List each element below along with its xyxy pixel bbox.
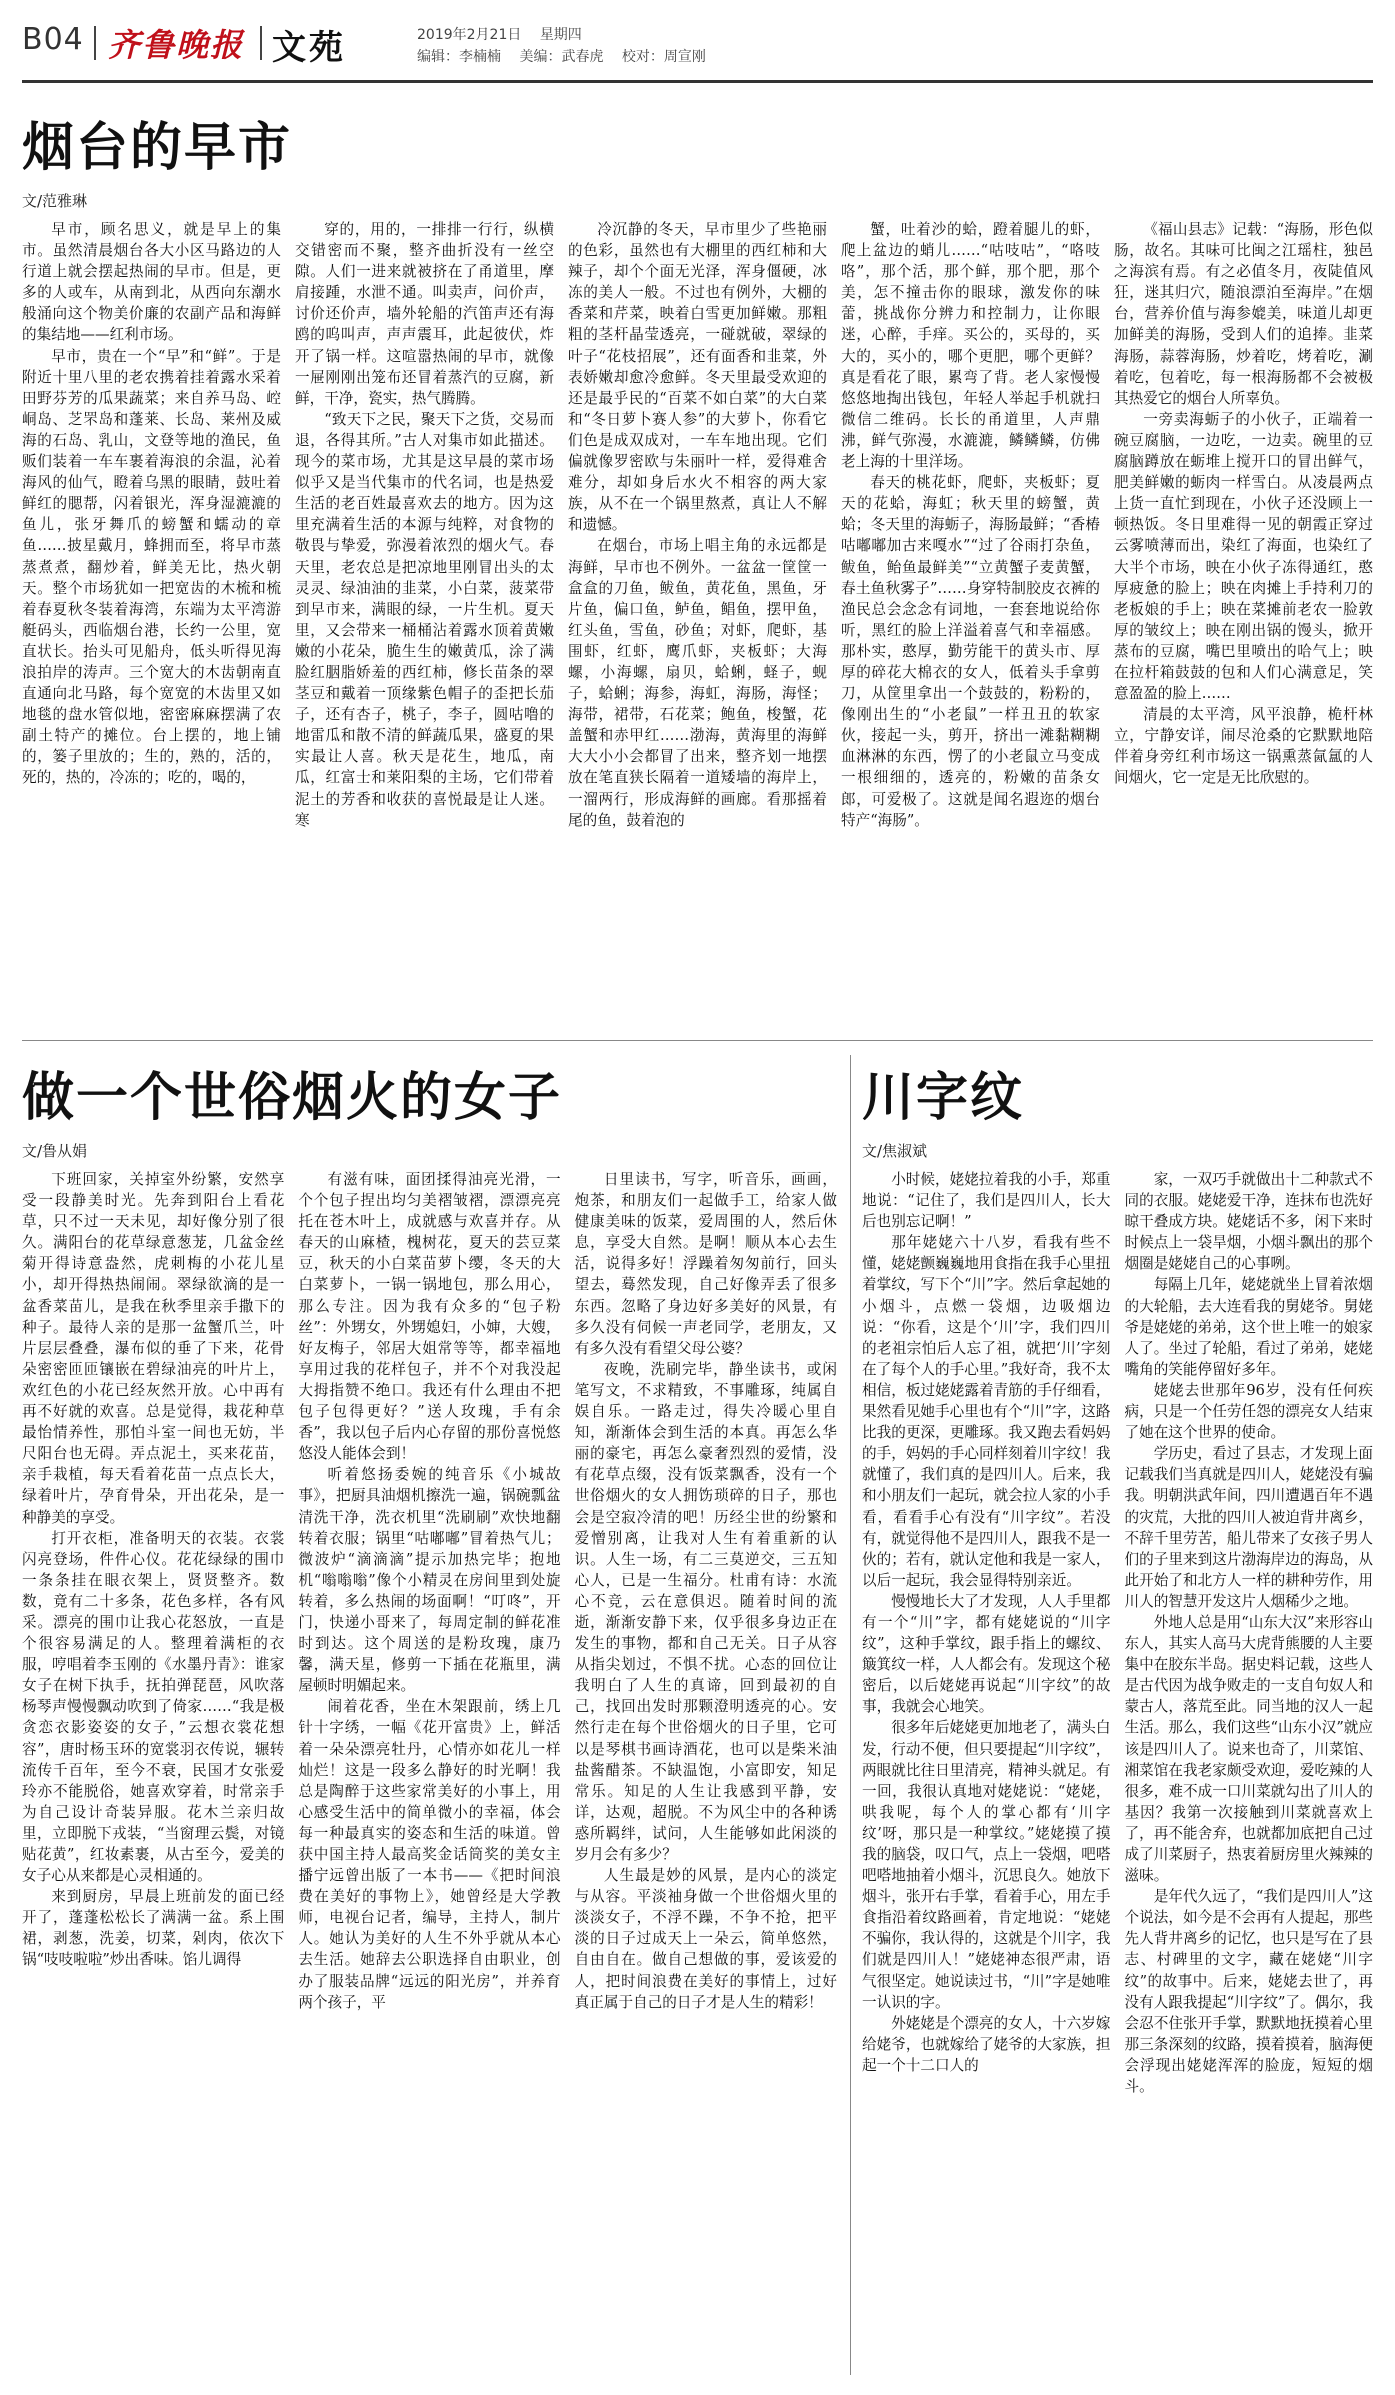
article-body — [22, 1169, 837, 2394]
paragraph: 人生最是妙的风景，是内心的淡定与从容。平淡袖身做一个世俗烟火里的淡淡女子，不浮不躁，不争不抢，把平淡的日子过成天上一朵云，简单悠然，自由自在。做自己想做的事，爱该爱的人，把时间浪费在美好的事情上，过好真正属于自己的日子才是人生的精彩！ — [574, 1867, 837, 2011]
paragraph: 慢慢地长大了才发现，人人手里都有一个“川”字，都有姥姥说的“川字纹”，这种手掌纹，跟手指上的螺纹、簸箕纹一样，人人都会有。发现这个秘密后，以后姥姥再说起“川字纹”的故事，我就会心地笑。 — [862, 1592, 1111, 1716]
paragraph: 下班回家，关掉室外纷繁，安然享受一段静美时光。先奔到阳台上看花草，只不过一天未见，却好像分别了很久。满阳台的花草绿意葱茏，几盆金丝菊开得诗意盎然，虎刺梅的小花儿星小，却开得热热闹闹。翠绿欲滴的是一盆香菜苗儿，是我在秋季里亲手撒下的种子。最待人亲的是那一盆蟹爪兰，叶片层层叠叠，瀑布似的垂了下来，花骨朵密密匝匝镶嵌在碧绿油亮的叶片上，欢红色的小花已经灰然开放。心中再有再不好就的欢喜。总是觉得，栽花种草最怡情养性，那怕斗室一间也无妨，半尺阳台也无碍。弄点泥土，买来花苗，亲手栽植，每天看着花苗一点点长大，绿着叶片，孕育骨朵，开出花朵，是一种静美的享受。 — [22, 1171, 285, 1526]
article-column — [568, 219, 827, 1044]
paragraph: 外地人总是用“山东大汉”来形容山东人，其实人高马大虎背熊腰的人主要集中在胶东半岛。据史料记载，这些人是古代因为战争败走的一支自句奴人和蒙古人，落荒至此。同当地的汉人一起生活。那么，我们这些“山东小汉”就应该是四川人了。说来也奇了，川菜馆、湘菜馆在我老家颇受欢迎，爱吃辣的人很多，难不成一口川菜就勾出了川人的基因？我第一次接触到川菜就喜欢上了，再不能舍弃，也就都加底把自己过成了川菜厨子，热衷着厨房里火辣辣的滋味。 — [1124, 1613, 1373, 1885]
page-number: B04 — [22, 22, 84, 57]
masthead — [22, 18, 1373, 88]
paragraph: 打开衣柜，准备明天的衣装。衣裳闪亮登场，件件心仪。花花绿绿的围巾一条条挂在眼衣架上，贤贤整齐。数数，竟有二十多条，花色多样，各有风采。漂亮的围巾让我心花怒放，一直是个很容易满足的人。整理着满柜的衣服，哼唱着李玉刚的《水墨丹青》：谁家女子在树下执手，抚拍弹琵琶，风吹落杨琴声慢慢飘动吹到了倚家……“我是极贪恋衣影姿姿的女子，”云想衣裳花想容”，唐时杨玉环的宽裳羽衣传说，辗转流传千百年，至今不衰，民国才女张爱玲亦不能脱俗，她喜欢穿着，时常亲手为自己设计奇装异服。花木兰亲归故里，立即脱下戎装，“当窗理云鬓，对镜贴花黄”，红妆素裹，从古至今，爱美的女子心从来都是心灵相通的。 — [22, 1529, 285, 1885]
paragraph: 闹着花香，坐在木架跟前，绣上几针十字绣，一幅《花开富贵》上，鲜活着一朵朵漂亮牡丹，心情亦如花儿一样灿烂！这是一段多么静好的时光啊！我总是陶醉于这些家常美好的小事上，用心感受生活中的简单微小的幸福，体会每一种最真实的姿态和生活的味道。曾获中国主持人最高奖金话筒奖的美女主播宁远曾出版了一本书——《把时间浪费在美好的事物上》，她曾经是大学教师，电视台记者，编导，主持人，制片人。她认为美好的人生不外乎就从本心去生活。她辞去公职选择自由职业，创办了服装品牌“远远的阳光房”，并养育两个孩子，平 — [298, 1698, 561, 2011]
divider — [94, 26, 96, 60]
section-title: 文苑 — [272, 28, 346, 68]
paragraph: 蟹，吐着沙的蛤，蹬着腿儿的虾，爬上盆边的蛸儿……“咕吱咕”，“咯吱咯”，那个活，那个鲜，那个肥，那个美，怎不撞击你的眼球，激发你的味蕾，挑战你分辨力和控制力，让你眼迷，心醉，手痒。买公的，买母的，买大的，买小的，哪个更肥，哪个更鲜？真是看花了眼，累弯了背。老人家慢慢悠悠地掏出钱包，年轻人举起手机就扫微信二维码。长长的甬道里，人声鼎沸，鲜气弥漫，水漉漉，鳞鳞鳞，仿佛老上海的十里洋场。 — [841, 221, 1100, 471]
article-column — [298, 1169, 560, 2394]
article-column — [1114, 219, 1373, 1044]
article-column — [295, 219, 554, 1044]
designer-credit: 美编：武春虎 — [519, 49, 604, 65]
article-headline: 做一个世俗烟火的女子 — [22, 1068, 563, 1128]
article-body — [22, 219, 1373, 1044]
article-column — [862, 1169, 1111, 2394]
proofreader-credit: 校对：周宣刚 — [621, 49, 706, 65]
paragraph: 夜晚，洗刷完毕，静坐读书，或闲笔写文，不求精致，不事雕琢，纯属自娱自乐。一路走过，得失冷暖心里自知，渐渐体会到生活的本真。再怎么华丽的豪宅，再怎么豪奢烈烈的爱情，没有花草点缀，没有饭菜飘香，没有一个世俗烟火的女人拥饬琐碎的日子，那也会是空寂冷清的吧！历经尘世的纷繁和爱憎别离，让我对人生有着重新的认识。人生一场，有二三莫逆交，三五知心人，已是一生福分。杜甫有诗：水流心不竞，云在意俱迟。随着时间的流逝，渐渐安静下来，仅乎很多身边正在发生的事物，都和自己无关。日子从容从指尖划过，不惧不扰。心态的回位让我明白了人生的真谛，回到最初的自己，找回出发时那颗澄明透亮的心。安然行走在每个世俗烟火的日子里，它可以是琴棋书画诗酒花，也可以是柴米油盐酱醋茶。不缺温饱，小富即安，知足常乐。知足的人生让我感到平静，安详，达观，超脱。不为风尘中的各种诱惑所羁绊，试问，人生能够如此闲淡的岁月会有多少？ — [574, 1360, 837, 1863]
article-worldly-woman — [22, 1055, 837, 2375]
article-body — [862, 1169, 1373, 2394]
paragraph: 《福山县志》记载：“海肠，形色似肠，故名。其味可比闽之江瑶柱，独邑之海滨有焉。有之必值冬月，夜陡值风狂，迷其归穴，随浪漂泊至海岸。”在烟台，营养价值与海参媲美，味道儿却更加鲜美的海肠，受到人们的追捧。韭菜海肠，蒜蓉海肠，炒着吃，烤着吃，涮着吃，包着吃，每一根海肠都不会被极其热爱它的烟台人所辜负。 — [1114, 221, 1373, 407]
paragraph: “致天下之民，聚天下之货，交易而退，各得其所。”古人对集市如此描述。现今的菜市场，尤其是这早晨的菜市场似乎又是当代集市的代名词，也是热爱生活的老百姓最喜欢去的地方。因为这里充满着生活的本源与纯粹，对食物的敬畏与挚爱，弥漫着浓烈的烟火气。春天里，老农总是把凉地里刚冒出头的太灵灵、绿油油的韭菜，小白菜，菠菜带到早市来，满眼的绿，一片生机。夏天里，又会带来一桶桶沾着露水顶着黄嫩嫩的小花朵，脆生生的嫩黄瓜，涂了满脸红胭脂娇羞的西红柿，修长苗条的翠茎豆和戴着一顶缘紫色帽子的歪把长茄子，还有杏子，桃子，李子，圆咕噜的地雷瓜和散不清的鲜蔬瓜果，盛夏的果实最让人喜。秋天是花生，地瓜，南瓜，红富士和莱阳梨的主场，它们带着泥土的芳香和收获的喜悦最是让人迷。寒 — [295, 410, 554, 829]
paragraph: 清晨的太平湾，风平浪静，桅杆林立，宁静安详，闹尽沧桑的它默默地陪伴着身旁红利市场这一锅熏蒸氤氲的人间烟火，它一定是无比欣慰的。 — [1114, 706, 1373, 787]
paragraph: 姥姥去世那年96岁，没有任何疾病，只是一个任劳任怨的漂亮女人结束了她在这个世界的使命。 — [1124, 1381, 1373, 1442]
article-yantai-morning-market — [22, 105, 1373, 1030]
paragraph: 来到厨房，早晨上班前发的面已经开了，蓬蓬松松长了满满一盆。系上围裙，剥葱，洗姜，切菜，剁肉，依次下锅“吱吱啦啦”炒出香味。馅儿调得 — [22, 1888, 285, 1969]
paragraph: 冷沉静的冬天，早市里少了些艳丽的色彩，虽然也有大棚里的西红柿和大辣子，却个个面无光泽，浑身僵硬，冰冻的美人一般。不过也有例外，大棚的香菜和芹菜，映着白雪更加鲜嫩。那粗粗的茎杆晶莹透亮，一碰就破，翠绿的叶子“花枝招展”，还有面香和韭菜，外表娇嫩却愈冷愈鲜。冬天里最受欢迎的还是最乎民的“百菜不如白菜”的大白菜和“冬日萝卜赛人参”的大萝卜，你看它们色是成双成对，一车车地出现。它们偏就像罗密欧与朱丽叶一样，爱得难舍难分，却如身后水火不相容的两大家族，从不在一个锅里熬煮，真让人不解和遗憾。 — [568, 221, 827, 534]
article-headline: 烟台的早市 — [22, 118, 293, 178]
newspaper-logo: 齐鲁晚报 — [108, 26, 245, 64]
masthead-rule — [22, 80, 1373, 83]
paragraph: 很多年后姥姥更加地老了，满头白发，行动不便，但只要提起“川字纹”，两眼就比往日里清亮，精神头就足。有一回，我很认真地对姥姥说：“姥姥，哄我呢，每个人的掌心都有‘川字纹’呀，那只是一种掌纹。”姥姥摸了摸我的脑袋，叹口气，点上一袋烟，吧嗒吧嗒地抽着小烟斗，沉思良久。她放下烟斗，张开右手掌，看着手心，用左手食指沿着纹路画着，肯定地说：“姥姥不骗你，我认得的，这就是个川字，我们就是四川人！”姥姥神态很严肃，语气很坚定。她说读过书，“川”字是她唯一认识的字。 — [862, 1719, 1111, 2011]
paragraph: 小时候，姥姥拉着我的小手，郑重地说：“记住了，我们是四川人，长大后也别忘记啊！” — [862, 1171, 1111, 1231]
article-headline: 川字纹 — [862, 1068, 1025, 1128]
article-byline: 文/范雅琳 — [22, 192, 88, 210]
paragraph: 每隔上几年，姥姥就坐上冒着浓烟的大轮船，去大连看我的舅姥爷。舅姥爷是姥姥的弟弟，这个世上唯一的娘家人了。坐过了轮船，看过了弟弟，姥姥嘴角的笑能停留好多年。 — [1124, 1276, 1373, 1378]
paragraph: 有滋有味，面团揉得油亮光滑，一个个包子捏出均匀美褶皱褶，漂漂亮亮托在苍木叶上，成就感与欢喜并存。从春天的山麻楂，槐树花，夏天的芸豆菜豆，秋天的小白菜苗萝卜缨，冬天的大白菜萝卜，一锅一锅地包，那么用心，那么专注。因为我有众多的“包子粉丝”：外甥女，外甥媳妇，小婶，大嫂，好友梅子，邻居大姐常等等，都幸福地享用过我的花样包子，并不个对我没起大拇指赞不绝口。我还有什么理由不把包子包得更好？”送人玫瑰，手有余香”，我以包子后内心存留的那份喜悦悠悠没人能体会到！ — [298, 1171, 561, 1463]
issue-date: 2019年2月21日 — [417, 27, 522, 43]
paragraph: 家，一双巧手就做出十二种款式不同的衣服。姥姥爱干净，连抹布也洗好晾干叠成方块。姥姥话不多，闲下来时时候点上一袋旱烟，小烟斗飘出的那个烟圈是姥姥自己的心事咧。 — [1124, 1171, 1373, 1273]
paragraph: 穿的，用的，一排排一行行，纵横交错密而不聚，整齐曲折没有一丝空隙。人们一进来就被挤在了甬道里，摩肩接踵，水泄不通。叫卖声，问价声，讨价还价声，墙外轮船的汽笛声还有海鸥的呜叫声，声声震耳，此起彼伏，炸开了锅一样。这喧嚣热闹的早市，就像一屉刚刚出笼布还冒着蒸汽的豆腐，新鲜，干净，瓷实，热气腾腾。 — [295, 221, 554, 407]
divider — [260, 26, 262, 60]
section-divider — [22, 1040, 1373, 1041]
article-byline: 文/鲁从娟 — [22, 1142, 88, 1160]
paragraph: 在烟台，市场上唱主角的永远都是海鲜，早市也不例外。一盆盆一筐筐一盒盒的刀鱼，鲅鱼，黄花鱼，黑鱼，牙片鱼，偏口鱼，鲈鱼，鲳鱼，摆甲鱼，红头鱼，雪鱼，砂鱼；对虾，爬虾，基围虾，红虾，鹰爪虾，夹板虾；大海螺，小海螺，扇贝，蛤蜊，蛏子，蚬子，蛤蜊；海参，海虹，海肠，海怪；海带，裙带，石花菜；鲍鱼，梭蟹，花盖蟹和赤甲红……渤海，黄海里的海鲜大大小小会都冒了出来，整齐划一地摆放在笔直狭长隔着一道矮墙的海岸上，一溜两行，形成海鲜的画廊。看那摇着尾的鱼，鼓着泡的 — [568, 537, 827, 829]
paragraph: 是年代久远了，“我们是四川人”这个说法，如今是不会再有人提起，那些先人背井离乡的记忆，也只是写在了县志、村碑里的文字，藏在姥姥“川字纹”的故事中。后来，姥姥去世了，再没有人跟我提起“川字纹”了。偶尔，我会忍不住张开手掌，默默地抚摸着心里那三条深刻的纹路，摸着摸着，脑海便会浮现出姥姥浑浑的脸庞，短短的烟斗。 — [1124, 1888, 1373, 2096]
article-chuan-palm-line — [862, 1055, 1373, 2375]
paragraph: 日里读书，写字，听音乐，画画，炮茶，和朋友们一起做手工，给家人做健康美味的饭菜，爱周围的人，然后休息，享受大自然。是啊！顺从本心去生活，说得多好！浮躁着匆匆前行，回头望去，蓦然发现，自己好像弄丢了很多东西。忽略了身边好多美好的风景，有多久没有伺候一声老同学，老朋友，又有多久没有看望父母公婆？ — [574, 1171, 837, 1357]
article-column — [575, 1169, 837, 2394]
paragraph: 学历史，看过了县志，才发现上面记载我们当真就是四川人，姥姥没有骗我。明朝洪武年间，四川遭遇百年不遇的灾荒，大批的四川人被迫背井离乡，不辞千里劳苦，船儿带来了女孩子男人们的子里来到这片渤海岸边的海岛，从此开始了和北方人一样的耕种劳作，用川人的智慧开发这片人烟稀少之地。 — [1124, 1445, 1373, 1610]
paragraph: 听着悠扬委婉的纯音乐《小城故事》，把厨具油烟机擦洗一遍，锅碗瓢盆清洗干净，洗衣机里“洗刷刷”欢快地翻转着衣服；锅里“咕嘟嘟”冒着热气儿；微波炉“滴滴滴”提示加热完毕；抱地机“嗡嗡嗡”像个小精灵在房间里到处旋转着，多么热闹的场面啊！“叮咚”，开门，快递小哥来了，每周定制的鲜花准时到达。这个周送的是粉玫瑰，康乃馨，满天星，修剪一下插在花瓶里，满屋顿时明媚起来。 — [298, 1466, 561, 1695]
column-divider — [850, 1055, 851, 2375]
paragraph: 那年姥姥六十八岁，看我有些不懂，姥姥颤巍巍地用食指在我手心里扭着掌纹，写下个“川”字。然后拿起她的小烟斗，点燃一袋烟，边吸烟边说：“你看，这是个‘川’字，我们四川的老祖宗怕后人忘了祖，就把‘川’字刻在了每个人的手心里。”我好奇，我不太相信，板过姥姥露着青筋的手仔细看，果然看见她手心里也有个“川”字，这路比我的更深，更雕琢。我又跑去看妈妈的手，妈妈的手心同样刻着川字纹！我就懂了，我们真的是四川人。后来，我和小朋友们一起玩，就会拉人家的小手看，看看手心有没有“川字纹”。若没有，就觉得他不是四川人，跟我不是一伙的；若有，就认定他和我是一家人，以后一起玩，我会显得特别亲近。 — [862, 1234, 1111, 1589]
paragraph: 早市，顾名思义，就是早上的集市。虽然清晨烟台各大小区马路边的人行道上就会摆起热闹的早市。但是，更多的人或车，从南到北，从西向东潮水般涌向这个物美价廉的农副产品和海鲜的集结地——红利市场。 — [22, 221, 281, 344]
editor-credit: 编辑：李楠楠 — [417, 49, 501, 65]
article-column — [1125, 1169, 1374, 2394]
article-column — [22, 219, 281, 1044]
article-byline: 文/焦淑斌 — [862, 1142, 928, 1160]
issue-meta — [417, 24, 720, 68]
paragraph: 早市，贵在一个“早”和“鲜”。于是附近十里八里的老农携着挂着露水采着田野芬芳的瓜果蔬菜；来自养马岛、崆峒岛、芝罘岛和蓬莱、长岛、莱州及威海的石岛、乳山，文登等地的渔民，鱼贩们装着一车车裹着海浪的余温，沁着海风的仙气，瞪着乌黑的眼睛，鼓吐着鲜红的腮帮，闪着银光，浑身湿漉漉的鱼儿，张牙舞爪的螃蟹和蠕动的章鱼……披星戴月，蜂拥而至，将早市蒸蒸煮煮，翻炒着，鲜美无比，热火朝天。整个市场犹如一把宽齿的木梳和梳着春夏秋冬装着海湾，东端为太平湾游艇码头，西临烟台港，长约一公里，宽直状长。抬头可见船舟，低头听得见海浪拍岸的涛声。三个宽大的木齿朝南直直通向北马路，每个宽宽的木齿里又如地毯的盘水管似地，密密麻麻摆满了农副土特产的摊位。台上摆的，地上铺的，篓子里放的；生的，熟的，活的，死的，热的，冷冻的；吃的，喝的， — [22, 347, 281, 787]
article-column — [22, 1169, 284, 2394]
article-column — [841, 219, 1100, 1044]
paragraph: 春天的桃花虾，爬虾，夹板虾；夏天的花蛤，海虹；秋天里的螃蟹，黄蛤；冬天里的海蛎子，海肠最鲜；“香椿咕嘟嘟加古来嘎水”“过了谷雨打杂鱼，鲅鱼，鲐鱼最鲜美”“立黄蟹子麦黄蟹，春土鱼秋雾子”……身穿特制胶皮衣裤的渔民总会念念有词地，一套套地说给你听，黑红的脸上洋溢着喜气和幸福感。那朴实，憨厚，勤劳能干的黄头市、厚厚的碎花大棉衣的女人，低着头手拿剪刀，从筐里拿出一个鼓鼓的，粉粉的，像刚出生的“小老鼠”一样丑丑的软家伙，接起一头，剪开，挤出一滩黏糊糊血淋淋的东西，愣了的小老鼠立马变成一根细细的，透亮的，粉嫩的苗条女郎，可爱极了。这就是闻名遐迩的烟台特产“海肠”。 — [841, 474, 1100, 829]
paragraph: 外姥姥是个漂亮的女人，十六岁嫁给姥爷，也就嫁给了姥爷的大家族，担起一个十二口人的 — [862, 2014, 1111, 2074]
issue-weekday: 星期四 — [539, 27, 582, 43]
paragraph: 一旁卖海蛎子的小伙子，正端着一碗豆腐脑，一边吃，一边卖。碗里的豆腐脑蹲放在蛎堆上搅开口的冒出鲜气，肥美鲜嫩的蛎肉一样雪白。从凌晨两点上货一直忙到现在，小伙子还没顾上一顿热饭。冬日里难得一见的朝霞正穿过云雾喷薄而出，染红了海面，也染红了大半个市场，映在小伙子冻得通红，憨厚疲惫的脸上；映在肉摊上手持利刀的老板娘的手上；映在菜摊前老农一脸敦厚的皱纹上；映在刚出锅的馒头，掀开蒸布的豆腐，嘴巴里喷出的哈气上；映在拉杆箱鼓鼓的包和人们心满意足，笑意盈盈的脸上…… — [1114, 410, 1373, 703]
